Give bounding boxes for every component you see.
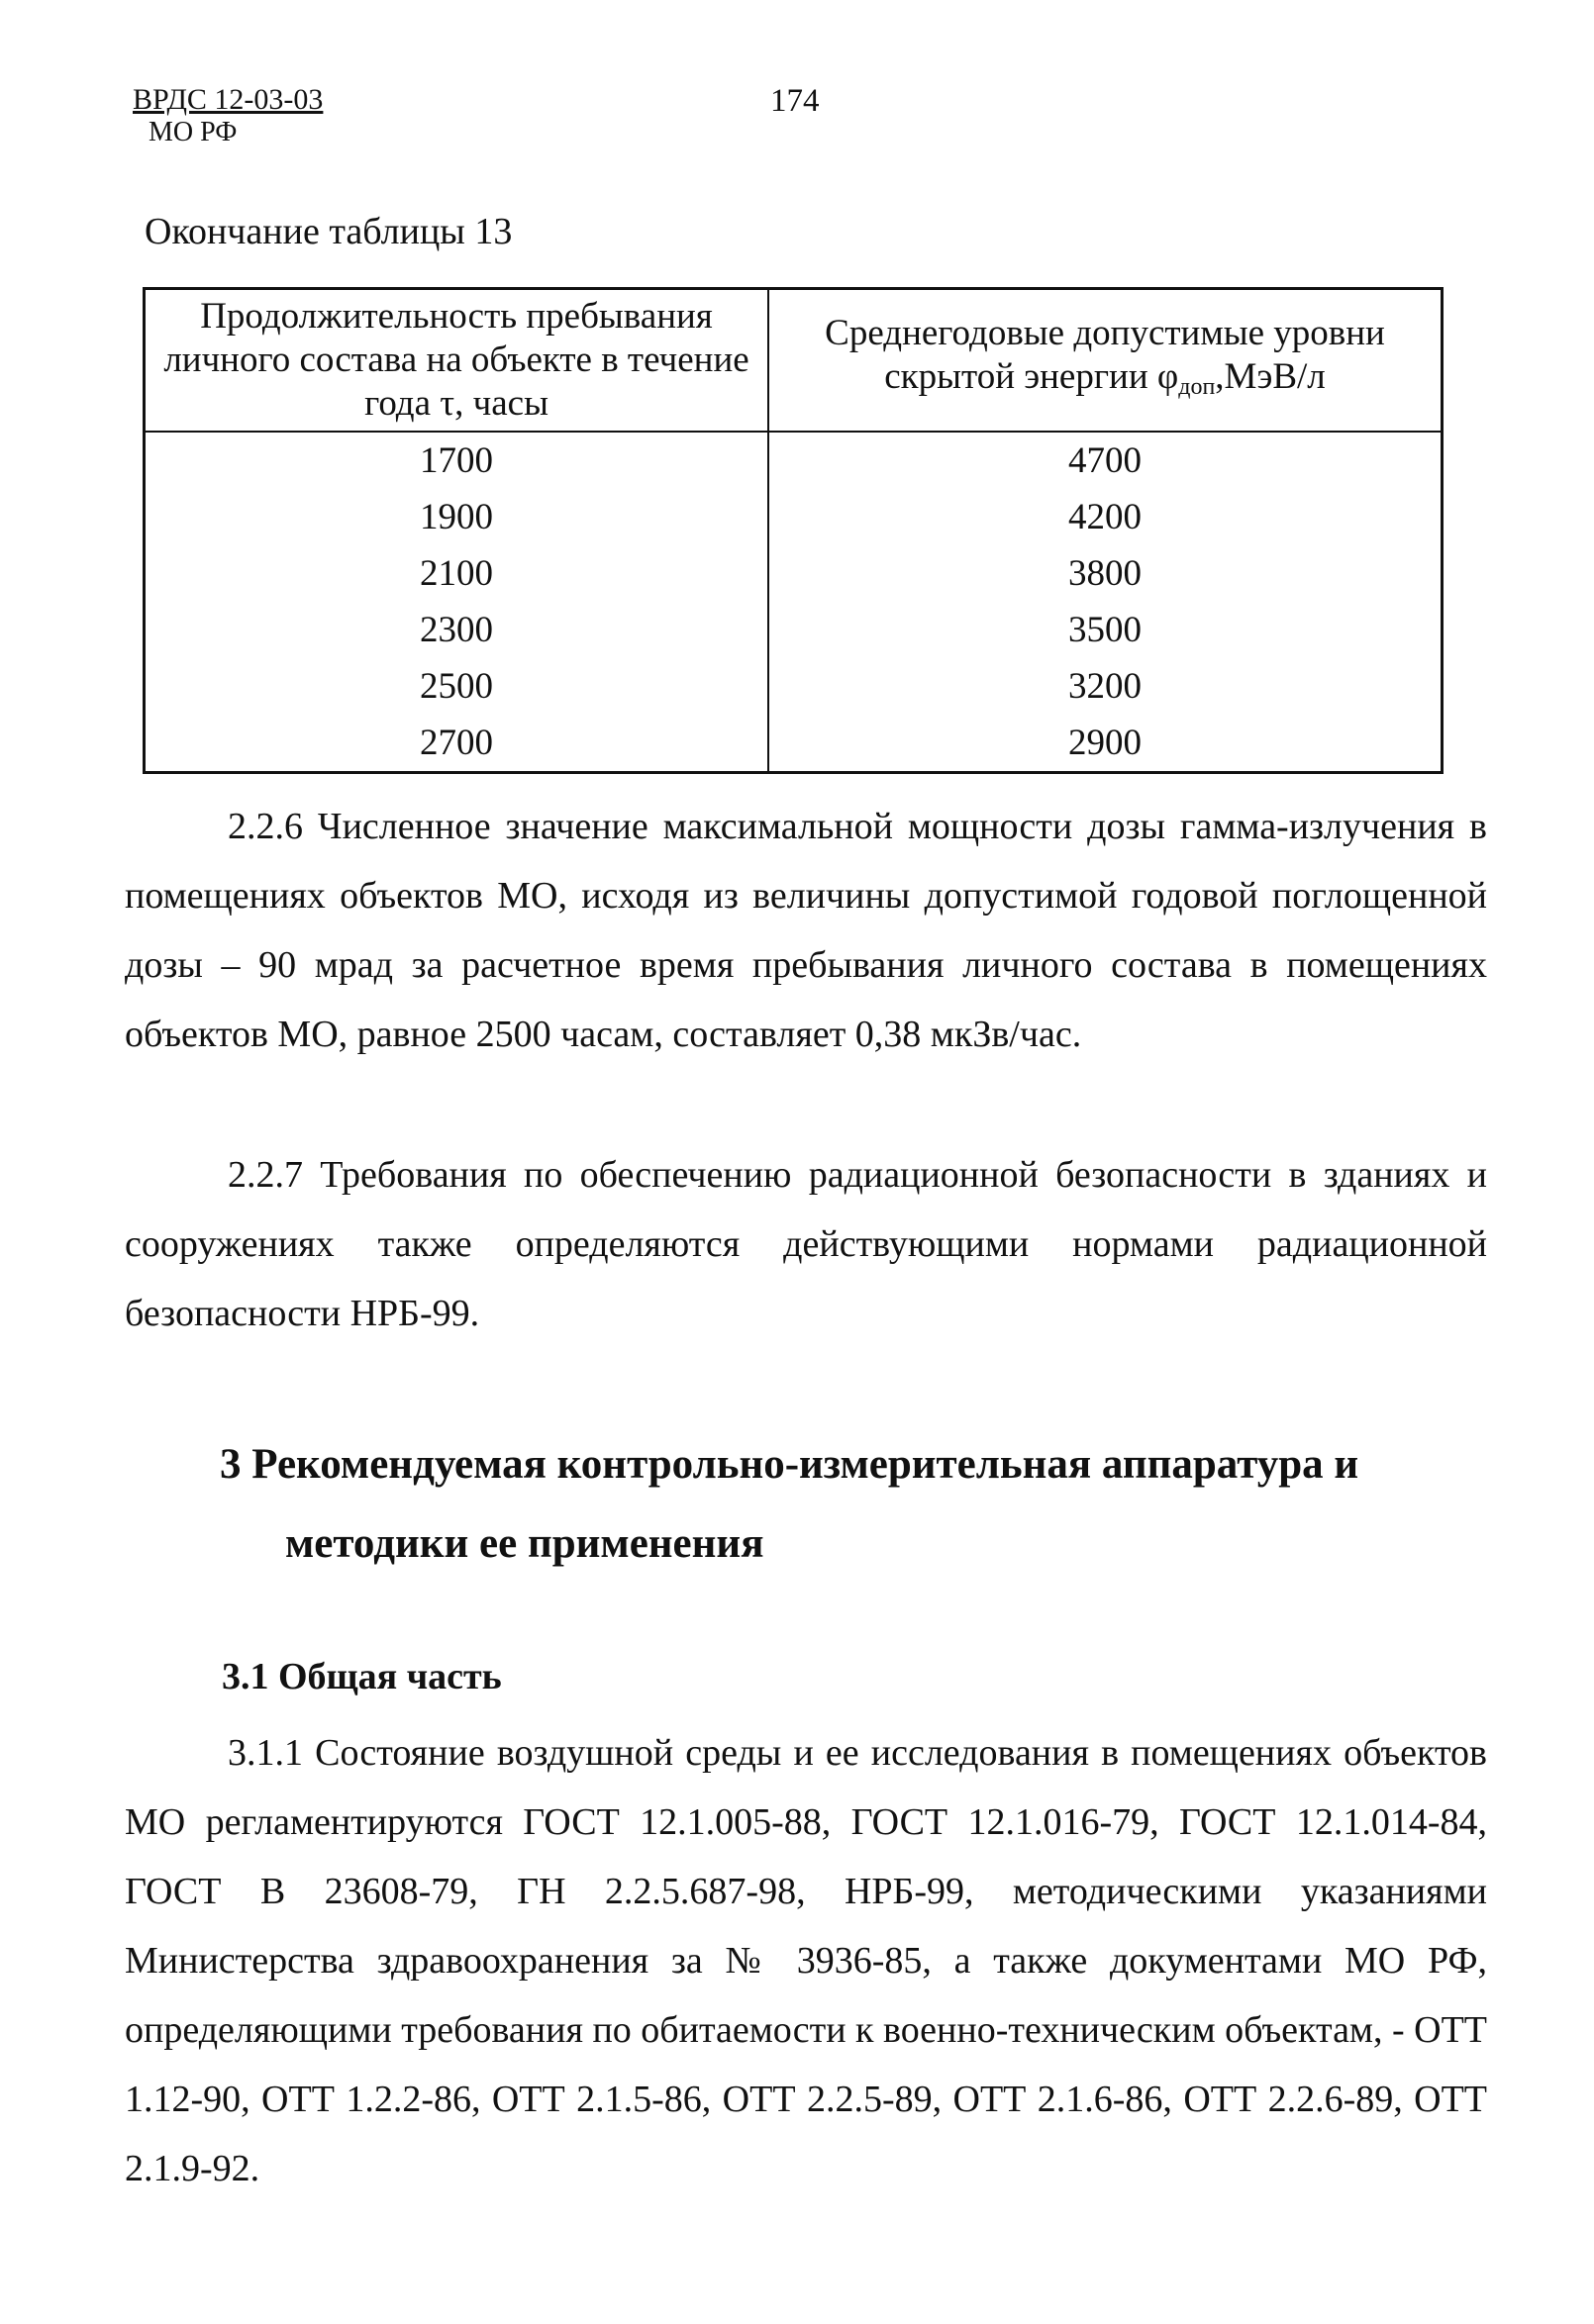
paragraph-2-2-6: 2.2.6 Численное значение максимальной мощности дозы гамма-излучения в помещениях объектов МО, исходя из величины допустимой годовой поглощенной дозы – 90 мрад за расчетное время пребывания личного состава в помещениях объектов МО, равное 2500 часам, составляет 0,38 мкЗв/час.: [125, 806, 1487, 1055]
duration-cell: 2500: [145, 658, 769, 715]
energy-header-unit: ,МэВ/л: [1215, 356, 1326, 397]
level-cell: 3800: [768, 545, 1443, 602]
radiation-levels-table: [143, 287, 1444, 774]
energy-header-subscript: доп: [1178, 374, 1216, 400]
document-code: ВРДС 12-03-03: [133, 83, 324, 116]
column-header-duration: Продолжительность пребывания личного состава на объекте в течение года τ, часы: [145, 289, 769, 433]
page-number: 174: [770, 83, 820, 119]
energy-header-text: Среднегодовые допустимые уровни скрытой энергии φ: [825, 313, 1385, 397]
column-header-energy-level: [768, 289, 1443, 433]
table-row: [145, 432, 1443, 489]
duration-cell: 1700: [145, 432, 769, 489]
table-row: [145, 545, 1443, 602]
duration-cell: 2100: [145, 545, 769, 602]
subsection-3-1-heading: 3.1 Общая часть: [222, 1656, 502, 1697]
duration-cell: 2300: [145, 602, 769, 658]
table-row: [145, 715, 1443, 773]
duration-cell: 1900: [145, 489, 769, 545]
organization-label: МО РФ: [149, 117, 238, 147]
level-cell: 4200: [768, 489, 1443, 545]
table-caption: Окончание таблицы 13: [145, 211, 513, 252]
duration-cell: 2700: [145, 715, 769, 773]
paragraph-3-1-1: 3.1.1 Состояние воздушной среды и ее исследования в помещениях объектов МО регламентируются ГОСТ 12.1.005-88, ГОСТ 12.1.016-79, ГОСТ 12.1.014-84, ГОСТ В 23608-79, ГН 2.2.5.687-98, НРБ-99, методическими указаниями Министерства здравоохранения за № 3936-85, а также документами МО РФ, определяющими требования по обитаемости к военно-техническим объектам, - ОТТ 1.12-90, ОТТ 1.2.2-86, ОТТ 2.1.5-86, ОТТ 2.2.5-89, ОТТ 2.1.6-86, ОТТ 2.2.6-89, ОТТ 2.1.9-92.: [125, 1732, 1487, 2189]
table-row: [145, 489, 1443, 545]
table-row: [145, 658, 1443, 715]
level-cell: 3500: [768, 602, 1443, 658]
level-cell: 2900: [768, 715, 1443, 773]
table-row: [145, 602, 1443, 658]
section-3-heading-line1: 3 Рекомендуемая контрольно-измерительная аппаратура и: [220, 1441, 1359, 1488]
table-header-row: [145, 289, 1443, 433]
paragraph-2-2-7: 2.2.7 Требования по обеспечению радиационной безопасности в зданиях и сооружениях также определяются действующими нормами радиационной безопасности НРБ-99.: [125, 1154, 1487, 1334]
section-3-heading-line2: методики ее применения: [285, 1520, 764, 1567]
level-cell: 3200: [768, 658, 1443, 715]
level-cell: 4700: [768, 432, 1443, 489]
section-3-heading: [220, 1425, 1497, 1584]
